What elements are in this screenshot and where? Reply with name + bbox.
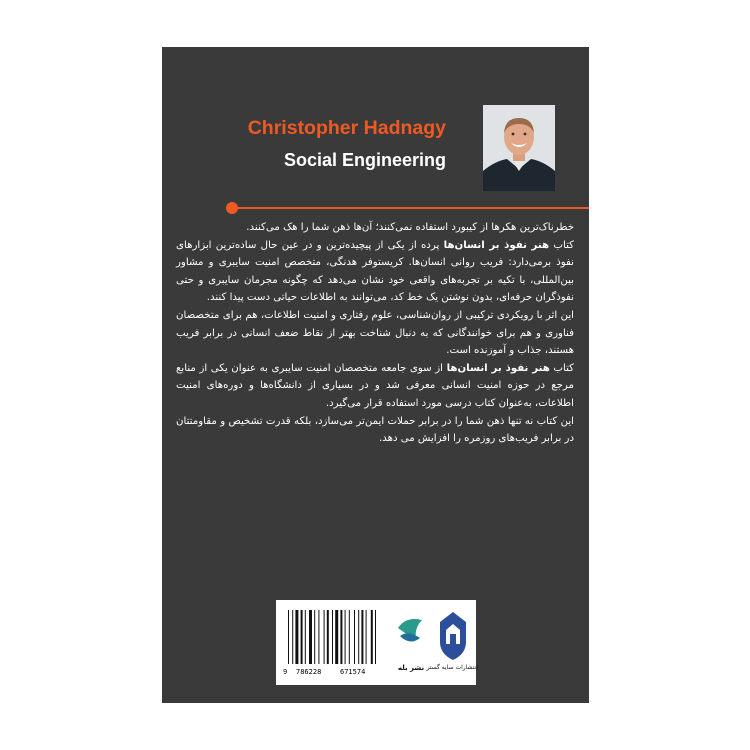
barcode-digit-left: 9 [283,668,288,676]
publisher-a-name: نشر بله [397,664,425,672]
orange-divider-dot [226,202,238,214]
book-title-emphasis: هنر نفوذ بر انسان‌ها [446,362,550,374]
back-cover-description [176,219,574,448]
paragraph-overview: کتاب هنر نفوذ بر انسان‌ها پرده از یکی از پیچیده‌ترین و در عین حال ساده‌ترین ابزارهای نفوذ برمی‌دارد: فریب روانی انسان‌ها. کریستوفر هدنگی، متخصص امنیت سایبری و مشاور بین‌المللی، با تکیه بر تجربه‌های واقعی خود نشان می‌دهد که چگونه مجرمان سایبری و حتی نفوذگران حرفه‌ای، بدون نوشتن یک خط کد، می‌توانند به اطلاعات حیاتی دست پیدا کنند. [176,239,575,304]
barcode-panel [276,600,476,685]
paragraph-recognition: کتاب هنر نفوذ بر انسان‌ها از سوی جامعه متخصصان امنیت سایبری به عنوان یکی از منابع مرجع در حوزه امنیت انسانی معرفی شد و در بسیاری از دانشگاه‌ها و دوره‌های امنیت اطلاعات، به‌عنوان کتاب درسی مورد استفاده قرار می‌گیرد. [176,362,574,409]
paragraph-approach: این اثر با رویکردی ترکیبی از روان‌شناسی، علوم رفتاری و امنیت اطلاعات، هم برای متخصصان فناوری و هم برای خوانندگانی که به دنبال شناخت بهتر از نقاط ضعف انسانی در برابر فریب هستند، جذاب و آموزنده است. [176,309,574,357]
publisher-b-name: انتشارات سایه گستر [426,664,478,671]
barcode-digits-right: 671574 [340,668,366,676]
publisher-logo-b [426,606,478,678]
barcode-digits-middle: 786228 [296,668,322,676]
book-english-title: Social Engineering [283,150,446,170]
paragraph-closing: این کتاب نه تنها ذهن شما را در برابر حملات ایمن‌تر می‌سازد، بلکه قدرت تشخیص و مقاومتتان در برابر فریب‌های روزمره را افزایش می دهد. [176,415,574,445]
author-photo [483,105,555,191]
publisher-logo-a [392,606,430,678]
author-name: Christopher Hadnagy [247,117,446,139]
book-back-cover [162,47,589,703]
paragraph-intro: خطرناک‌ترین هکرها از کیبورد استفاده نمی‌کنند؛ آن‌ها ذهن شما را هک می‌کنند. [246,222,574,233]
orange-divider-line [234,207,589,209]
isbn-barcode [282,606,386,676]
book-title-emphasis: هنر نفوذ بر انسان‌ها [443,239,550,251]
